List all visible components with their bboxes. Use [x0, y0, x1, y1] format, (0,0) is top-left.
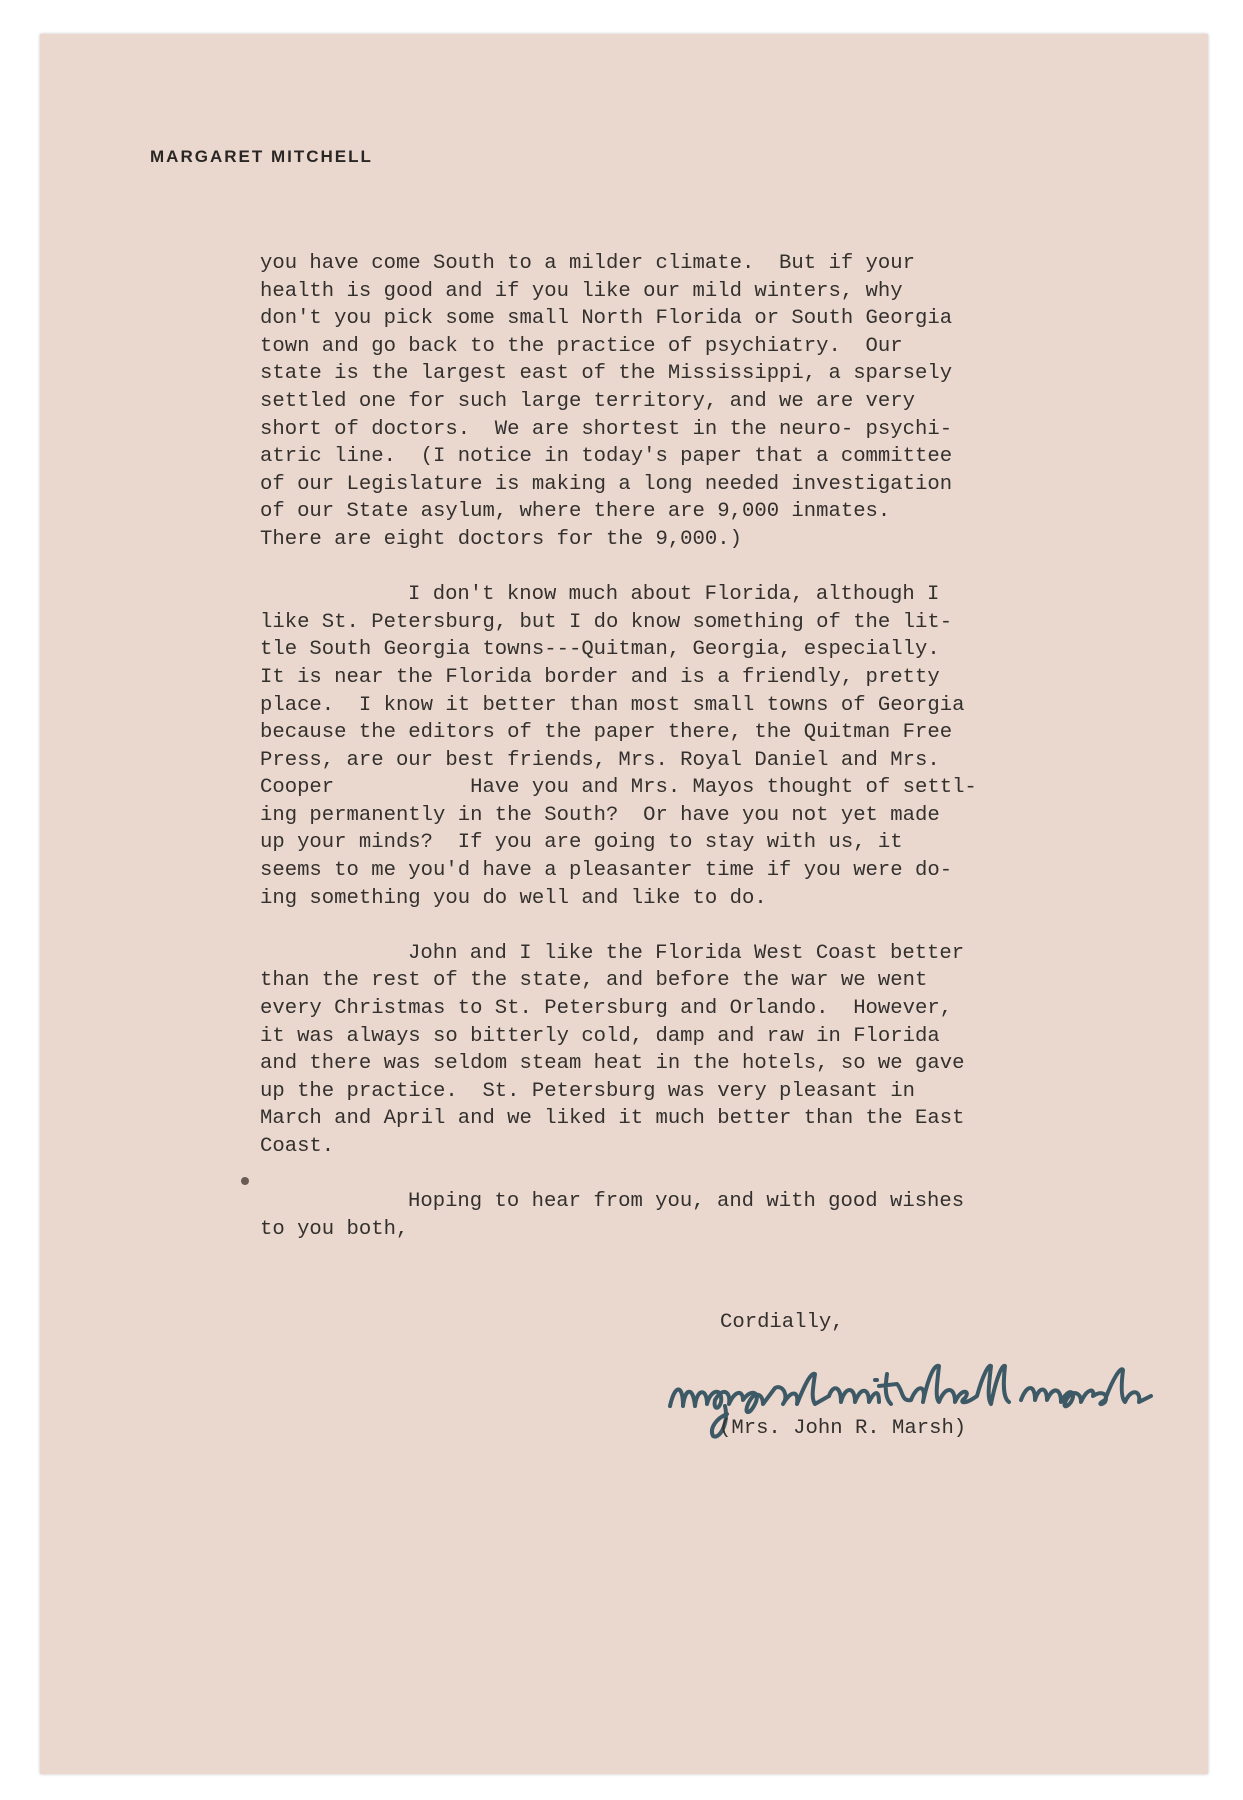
- body-line: [260, 609, 1080, 637]
- body-line: [260, 443, 1080, 471]
- body-line: [260, 1216, 1080, 1244]
- body-line-text: tle South Georgia towns---Quitman, Georgia, especially.: [260, 638, 940, 662]
- body-line: [260, 416, 1080, 444]
- body-line-text: because the editors of the paper there, the Quitman Free: [260, 721, 953, 745]
- body-line: [260, 250, 1080, 278]
- body-line-text: up the practice. St. Petersburg was very pleasant in: [260, 1079, 915, 1103]
- body-line-text: Cooper Have you and Mrs. Mayos thought of settl-: [260, 776, 977, 800]
- body-line: [260, 333, 1080, 361]
- body-line: [260, 940, 1080, 968]
- paragraph-gap: [260, 1161, 1080, 1189]
- body-line: [260, 664, 1080, 692]
- body-line-text: health is good and if you like our mild winters, why: [260, 279, 903, 303]
- body-line-text: Coast.: [260, 1135, 335, 1158]
- body-line: [260, 1105, 1080, 1133]
- body-line-text: town and go back to the practice of psychiatry. Our: [260, 334, 903, 358]
- body-line-text: than the rest of the state, and before the war we went: [260, 969, 928, 993]
- body-line: [260, 471, 1080, 499]
- closing: Cordially,: [720, 1311, 844, 1334]
- body-line: [260, 967, 1080, 995]
- body-line-text: place. I know it better than most small towns of Georgia: [260, 693, 965, 717]
- body-line-text: ing something you do well and like to do.: [260, 886, 767, 910]
- body-line: [260, 995, 1080, 1023]
- body-line: [260, 885, 1080, 913]
- body-line: [260, 774, 1080, 802]
- body-line: [260, 802, 1080, 830]
- body-line-text: seems to me you'd have a pleasanter time if you were do-: [260, 859, 953, 883]
- body-line-text: short of doctors. We are shortest in the neuro- psychi-: [260, 417, 953, 441]
- signature-stroke-mitchell: [829, 1366, 1009, 1404]
- body-line: [260, 581, 1080, 609]
- body-line-text: ing permanently in the South? Or have you not yet made: [260, 803, 940, 827]
- body-line: [260, 305, 1080, 333]
- body-line: [260, 1133, 1080, 1161]
- letter-page: [40, 34, 1208, 1774]
- body-line: [260, 719, 1080, 747]
- body-line: [260, 1050, 1080, 1078]
- body-line-text: state is the largest east of the Mississippi, a sparsely: [260, 362, 953, 386]
- letterhead: MARGARET MITCHELL: [150, 147, 373, 166]
- letter-body: [260, 250, 1080, 1243]
- body-line: [260, 1188, 1080, 1216]
- body-line: [260, 829, 1080, 857]
- body-line-text: of our State asylum, where there are 9,000 inmates.: [260, 500, 891, 524]
- body-line: [260, 498, 1080, 526]
- body-line-text: like St. Petersburg, but I do know something of the lit-: [260, 610, 953, 634]
- body-line-text: it was always so bitterly cold, damp and raw in Florida: [260, 1024, 940, 1048]
- body-line: [260, 857, 1080, 885]
- body-line-text: settled one for such large territory, and we are very: [260, 389, 915, 413]
- body-line-text: I don't know much about Florida, although I: [408, 583, 940, 607]
- paragraph-gap: [260, 912, 1080, 940]
- body-line-text: March and April and we liked it much better than the East: [260, 1107, 965, 1131]
- body-line-text: and there was seldom steam heat in the hotels, so we gave: [260, 1052, 965, 1076]
- body-line-text: John and I like the Florida West Coast better: [408, 941, 965, 965]
- body-line-text: to you both,: [260, 1217, 409, 1241]
- ink-dot: [241, 1177, 249, 1185]
- body-line-text: atric line. (I notice in today's paper that a committee: [260, 445, 953, 469]
- body-line: [260, 636, 1080, 664]
- paragraph-gap: [260, 554, 1080, 582]
- signature-stroke-marsh: [1021, 1369, 1151, 1406]
- body-line: [260, 360, 1080, 388]
- body-line: [260, 692, 1080, 720]
- body-line: [260, 526, 1080, 554]
- signature-stroke-margaret: [670, 1374, 829, 1412]
- body-line: [260, 1023, 1080, 1051]
- body-line: [260, 388, 1080, 416]
- body-line-text: Press, are our best friends, Mrs. Royal Daniel and Mrs.: [260, 748, 940, 772]
- body-line-text: It is near the Florida border and is a friendly, pretty: [260, 665, 940, 689]
- body-line-text: don't you pick some small North Florida or South Georgia: [260, 307, 953, 331]
- body-line-text: up your minds? If you are going to stay with us, it: [260, 831, 903, 855]
- body-line-text: of our Legislature is making a long needed investigation: [260, 472, 953, 496]
- body-line-text: you have come South to a milder climate. But if your: [260, 252, 915, 275]
- body-line: [260, 747, 1080, 775]
- body-line-text: There are eight doctors for the 9,000.): [260, 527, 742, 551]
- body-line-text: every Christmas to St. Petersburg and Orlando. However,: [260, 997, 953, 1021]
- body-line-text: Hoping to hear from you, and with good wishes: [408, 1190, 965, 1214]
- signer-name: (Mrs. John R. Marsh): [719, 1417, 967, 1440]
- body-line: [260, 1078, 1080, 1106]
- body-line: [260, 278, 1080, 306]
